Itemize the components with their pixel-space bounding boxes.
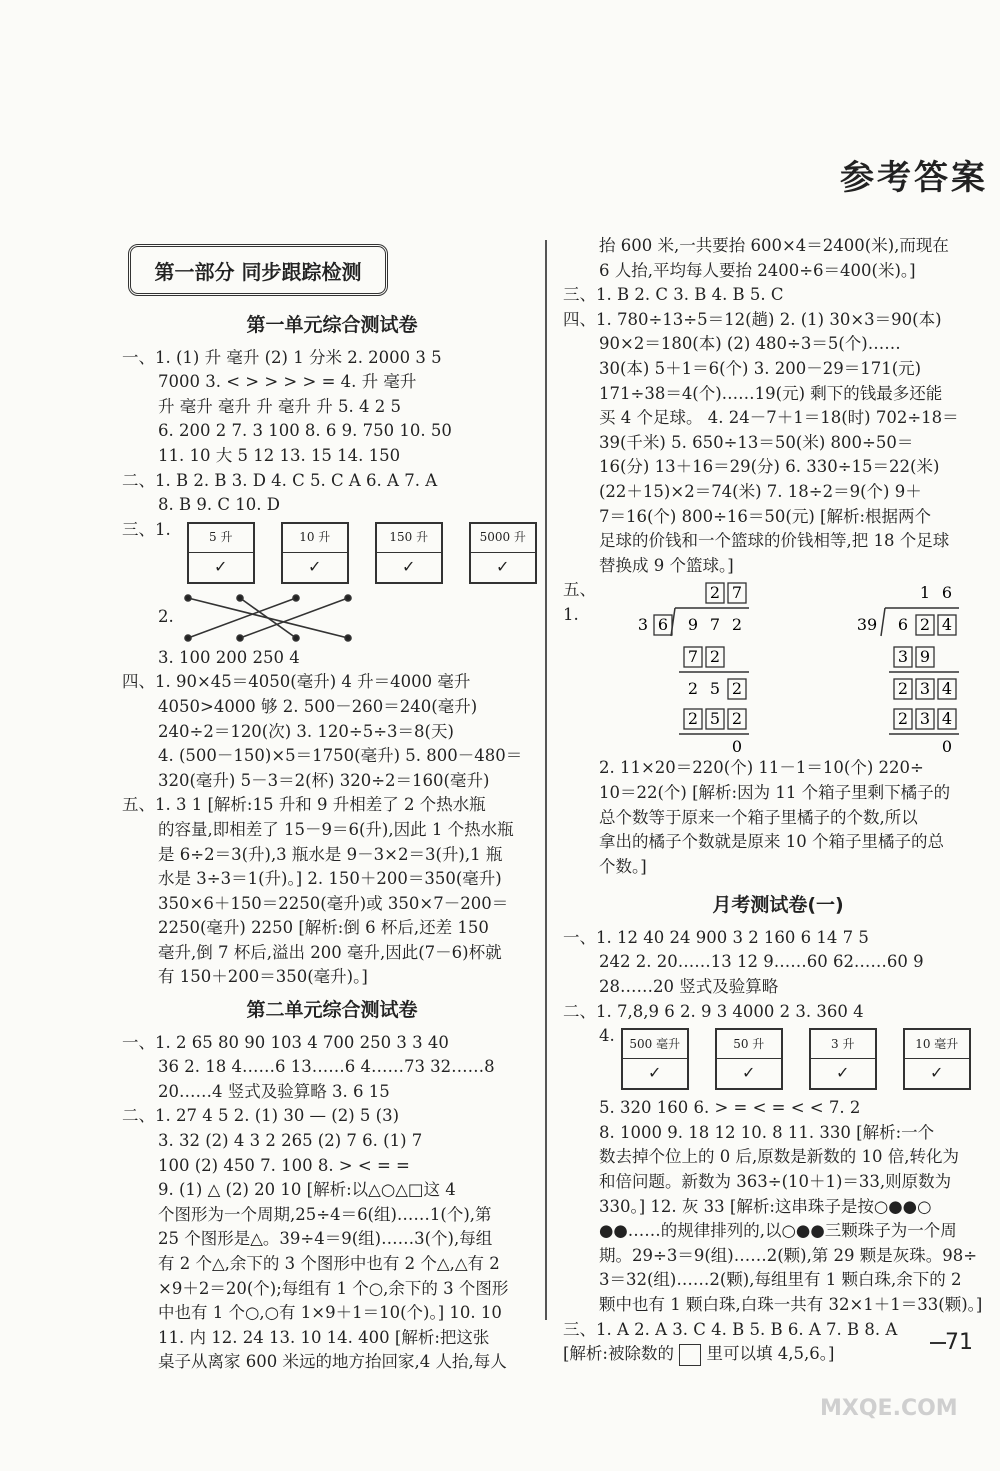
answer-line: 11. 内 12. 24 13. 10 14. 400 [解析:把这张 xyxy=(158,1327,490,1347)
unit1-capacity-boxes xyxy=(187,522,537,584)
blank-square xyxy=(679,1344,701,1366)
answer-line: 三、1. B 2. C 3. B 4. B 5. C xyxy=(563,285,784,305)
unit2-title: 第二单元综合测试卷 xyxy=(246,999,418,1022)
answer-line: 买 4 个足球。 4. 24－7＋1＝18(时) 702÷18＝ xyxy=(599,408,959,428)
check-mark-icon: ✓ xyxy=(742,1063,756,1083)
last-line-pre: [解析:被除数的 xyxy=(563,1344,674,1364)
monthly-answers xyxy=(563,926,993,1024)
answer-line: 水是 3÷3＝1(升)。] 2. 150＋200＝350(毫升) xyxy=(158,869,502,889)
answer-line: 2250(毫升) 2250 [解析:倒 6 杯后,还差 150 xyxy=(158,918,489,938)
unit1-title: 第一单元综合测试卷 xyxy=(246,314,418,336)
answer-line: 10＝22(个) [解析:因为 11 个箱子里剩下橘子的 xyxy=(599,782,951,802)
answer-line: 5. 320 160 6. > = < = < < 7. 2 xyxy=(599,1098,861,1118)
answer-line: 11. 10 大 5 12 13. 15 14. 150 xyxy=(158,445,401,465)
column-divider xyxy=(545,240,547,1320)
monthly-answers-continued xyxy=(563,1096,993,1342)
check-mark-icon: ✓ xyxy=(214,556,228,576)
answer-line: 个图形为一个周期,25÷4＝6(组)……1(个),第 xyxy=(158,1204,492,1224)
part-banner: 第一部分 同步跟踪检测 xyxy=(128,244,388,296)
answer-line: 升 毫升 毫升 升 毫升 升 5. 4 2 5 xyxy=(158,396,401,416)
product-digit: 7 xyxy=(687,647,699,667)
dividend-digit: 4 xyxy=(941,615,953,635)
monthly-q4-label: 4. xyxy=(599,1026,615,1046)
check-mark-icon: ✓ xyxy=(496,556,510,576)
divisor: 39 xyxy=(856,615,878,635)
division-bracket xyxy=(881,608,885,636)
product-digit: 3 xyxy=(919,709,931,729)
dividend-digit: 6 xyxy=(897,615,909,635)
capacity-box-label: 10 毫升 xyxy=(905,1030,969,1059)
answer-line: 4. (500－150)×5＝1750(毫升) 5. 800－480＝ xyxy=(158,746,523,766)
check-mark-icon: ✓ xyxy=(402,556,416,576)
answer-line: 6 人抬,平均每人要抬 2400÷6＝400(米)。] xyxy=(599,260,916,280)
answer-line: 4050>4000 够 2. 500－260＝240(毫升) xyxy=(158,696,478,716)
check-mark-icon: ✓ xyxy=(930,1063,944,1083)
unit1-q3-row xyxy=(122,518,542,590)
capacity-box-label: 50 升 xyxy=(717,1030,781,1059)
dividend-digit: 2 xyxy=(731,615,743,635)
answer-line: 一、1. 12 40 24 900 3 2 160 6 14 7 5 xyxy=(563,927,869,947)
answer-line: 3. 100 200 250 4 xyxy=(158,647,300,667)
capacity-box xyxy=(903,1028,971,1090)
quotient-digit: 1 xyxy=(919,583,931,603)
header-title: 参考答案 xyxy=(840,158,988,198)
right-column xyxy=(563,234,993,1367)
right-answers-middle xyxy=(563,756,993,879)
divisor-digit: 3 xyxy=(637,615,649,635)
answer-line: 抬 600 米,一共要抬 600×4＝2400(米),而现在 xyxy=(599,236,949,255)
capacity-box xyxy=(621,1028,689,1090)
remainder-digit: 4 xyxy=(941,679,953,699)
long-division-figures xyxy=(619,578,993,756)
q5-label: 五、1. xyxy=(563,580,596,624)
quotient-digit: 2 xyxy=(709,583,721,603)
capacity-box-label: 5 升 xyxy=(189,524,253,553)
answer-line: 足球的价钱和一个篮球的价钱相等,把 18 个足球 xyxy=(599,531,950,551)
check-mark-icon: ✓ xyxy=(648,1063,662,1083)
answer-line: 是 6÷2＝3(升),3 瓶水是 9－3×2＝3(升),1 瓶 xyxy=(158,844,503,864)
monthly-q4-row xyxy=(563,1024,993,1096)
product-digit: 5 xyxy=(709,709,721,729)
unit1-matching-row xyxy=(122,590,542,646)
answer-line: 3. 32 (2) 4 3 2 265 (2) 7 6. (1) 7 xyxy=(158,1131,423,1151)
answer-line: 36 2. 18 4……6 13……6 4……73 32……8 xyxy=(158,1057,495,1077)
page-number: 71 xyxy=(945,1330,973,1355)
remainder-digit: 2 xyxy=(687,679,699,699)
answer-line: 240÷2＝120(次) 3. 120÷5÷3＝8(天) xyxy=(158,721,454,741)
answer-line: ×9＋2＝20(个);每组有 1 个○,余下的 3 个图形 xyxy=(158,1278,509,1298)
answer-line: 替换成 9 个篮球。] xyxy=(599,555,734,575)
remainder-digit: 5 xyxy=(709,679,721,699)
dividend-digit: 7 xyxy=(709,615,721,635)
answer-line: 四、1. 90×45＝4050(毫升) 4 升＝4000 毫升 xyxy=(122,672,471,692)
capacity-box xyxy=(187,522,255,584)
dividend-digit: 9 xyxy=(687,615,699,635)
capacity-box-label: 10 升 xyxy=(283,524,347,553)
answer-line: 320(毫升) 5－3＝2(杯) 320÷2＝160(毫升) xyxy=(158,770,490,790)
product-digit: 4 xyxy=(941,709,953,729)
unit1-q3-2-label: 2. xyxy=(158,607,174,627)
answer-line: 8. B 9. C 10. D xyxy=(158,495,280,515)
answer-line: 8. 1000 9. 18 12 10. 8 11. 330 [解析:一个 xyxy=(599,1122,935,1142)
product-digit: 2 xyxy=(709,647,721,667)
answer-line: 2. 11×20＝220(个) 11－1＝10(个) 220÷ xyxy=(599,758,924,778)
capacity-box-label: 500 毫升 xyxy=(623,1030,687,1059)
answer-line: 20……4 竖式及验算略 3. 6 15 xyxy=(158,1081,390,1101)
answer-line: 的容量,即相差了 15－9＝6(升),因此 1 个热水瓶 xyxy=(158,819,514,839)
unit1-q3-label: 三、1. xyxy=(122,519,171,539)
answer-line: 一、1. 2 65 80 90 103 4 700 250 3 3 40 xyxy=(122,1032,449,1052)
page-number-dash xyxy=(930,1342,946,1344)
answer-line: 毫升,倒 7 杯后,溢出 200 毫升,因此(7－6)杯就 xyxy=(158,942,502,962)
matching-lines-figure xyxy=(180,590,480,646)
answer-line: 350×6＋150＝2250(毫升)或 350×7－200＝ xyxy=(158,893,509,913)
remainder-digit: 2 xyxy=(897,679,909,699)
answer-line: (22＋15)×2＝74(米) 7. 18÷2＝9(个) 9＋ xyxy=(599,481,922,501)
answer-line: 30(本) 5＋1＝6(个) 3. 200－29＝171(元) xyxy=(599,358,922,378)
answer-line: 三、1. A 2. A 3. C 4. B 5. B 6. A 7. B 8. A xyxy=(563,1319,898,1339)
answer-line: 9. (1) △ (2) 20 10 [解析:以△○△□这 4 xyxy=(158,1180,456,1200)
product-digit: 2 xyxy=(687,709,699,729)
last-line-post: 里可以填 4,5,6。] xyxy=(706,1344,835,1364)
answer-line: 四、1. 780÷13÷5＝12(趟) 2. (1) 30×3＝90(本) xyxy=(563,309,942,329)
product-digit: 2 xyxy=(897,709,909,729)
answer-line: 39(千米) 5. 650÷13＝50(米) 800÷50＝ xyxy=(599,432,914,452)
answer-line: 和倍问题。新数为 363÷(10＋1)＝33,则原数为 xyxy=(599,1172,952,1192)
answer-line: 个数。] xyxy=(599,856,647,876)
answer-line: 总个数等于原来一个箱子里橘子的个数,所以 xyxy=(599,807,918,827)
answer-line: 7＝16(个) 800÷16＝50(元) [解析:根据两个 xyxy=(599,506,932,526)
answer-line: 16(分) 13＋16＝29(分) 6. 330÷15＝22(米) xyxy=(599,457,940,477)
monthly-capacity-boxes xyxy=(621,1028,971,1090)
capacity-box xyxy=(715,1028,783,1090)
answer-line: 中也有 1 个○,○有 1×9＋1＝10(个)。] 10. 10 xyxy=(158,1303,502,1323)
answer-line: 五、1. 3 1 [解析:15 升和 9 升相差了 2 个热水瓶 xyxy=(122,795,486,815)
answer-line: 二、1. 27 4 5 2. (1) 30 — (2) 5 (3) xyxy=(122,1106,400,1126)
final-remainder: 0 xyxy=(941,737,953,757)
product-digit: 9 xyxy=(919,647,931,667)
unit1-answers-continued xyxy=(122,646,542,990)
answer-line: 一、1. (1) 升 毫升 (2) 1 分米 2. 2000 3 5 xyxy=(122,347,442,367)
answer-line: 100 (2) 450 7. 100 8. > < = = xyxy=(158,1155,410,1175)
answer-line: 桌子从离家 600 米远的地方抬回家,4 人抬,每人 xyxy=(158,1352,507,1372)
answer-line: 242 2. 20……13 12 9……60 62……60 9 xyxy=(599,952,924,972)
dividend-digit: 2 xyxy=(919,615,931,635)
product-digit: 3 xyxy=(897,647,909,667)
final-remainder: 0 xyxy=(731,737,743,757)
answer-line: 330。] 12. 灰 33 [解析:这串珠子是按○●●○ xyxy=(599,1196,932,1216)
answer-line: 期。29÷3＝9(组)……2(颗),第 29 颗是灰珠。98÷ xyxy=(599,1245,978,1265)
unit1-answers xyxy=(122,346,542,518)
monthly-test-title: 月考测试卷(一) xyxy=(712,894,844,917)
unit2-answers xyxy=(122,1031,542,1375)
answer-line: 有 2 个△,余下的 3 个图形中也有 2 个△,△有 2 xyxy=(158,1254,500,1273)
answer-line: 3＝32(组)……2(颗),每组里有 1 颗白珠,余下的 2 xyxy=(599,1270,962,1290)
capacity-box-label: 3 升 xyxy=(811,1030,875,1059)
answer-line: 25 个图形是△。39÷4＝9(组)……3(个),每组 xyxy=(158,1229,493,1249)
answer-line: 二、1. 7,8,9 6 2. 9 3 4000 2 3. 360 4 xyxy=(563,1001,864,1021)
answer-line: ●●……的规律排列的,以○●●三颗珠子为一个周 xyxy=(599,1221,957,1241)
answer-line: 拿出的橘子个数就是原来 10 个箱子里橘子的总 xyxy=(599,832,944,852)
quotient-digit: 6 xyxy=(941,583,953,603)
capacity-box-label: 5000 升 xyxy=(471,524,535,553)
quotient-digit: 7 xyxy=(731,583,743,603)
answer-line: 有 150＋200＝350(毫升)。] xyxy=(158,967,368,987)
answer-line: 颗中也有 1 颗白珠,白珠一共有 32×1＋1＝33(颗)。] xyxy=(599,1295,983,1314)
answer-line: 7000 3. < > > > > = 4. 升 毫升 xyxy=(158,372,417,392)
divisor-digit: 6 xyxy=(657,615,669,635)
capacity-box xyxy=(375,522,443,584)
capacity-box xyxy=(469,522,537,584)
answer-line: 6. 200 2 7. 3 100 8. 6 9. 750 10. 50 xyxy=(158,421,452,441)
remainder-digit: 2 xyxy=(731,679,743,699)
answer-line: 数去掉个位上的 0 后,原数是新数的 10 倍,转化为 xyxy=(599,1147,959,1167)
answer-line: 171÷38＝4(个)……19(元) 剩下的钱最多还能 xyxy=(599,383,943,403)
answer-line: 二、1. B 2. B 3. D 4. C 5. C A 6. A 7. A xyxy=(122,470,438,490)
long-division-row xyxy=(563,578,993,756)
right-answers-top xyxy=(563,234,993,578)
answer-line: 28……20 竖式及验算略 xyxy=(599,977,779,997)
last-line xyxy=(563,1342,993,1367)
capacity-box xyxy=(809,1028,877,1090)
left-column xyxy=(122,309,542,1375)
watermark: MXQE.COM xyxy=(820,1396,958,1421)
product-digit: 2 xyxy=(731,709,743,729)
check-mark-icon: ✓ xyxy=(836,1063,850,1083)
capacity-box xyxy=(281,522,349,584)
capacity-box-label: 150 升 xyxy=(377,524,441,553)
answer-line: 90×2＝180(本) (2) 480÷3＝5(个)…… xyxy=(599,334,901,354)
remainder-digit: 3 xyxy=(919,679,931,699)
check-mark-icon: ✓ xyxy=(308,556,322,576)
